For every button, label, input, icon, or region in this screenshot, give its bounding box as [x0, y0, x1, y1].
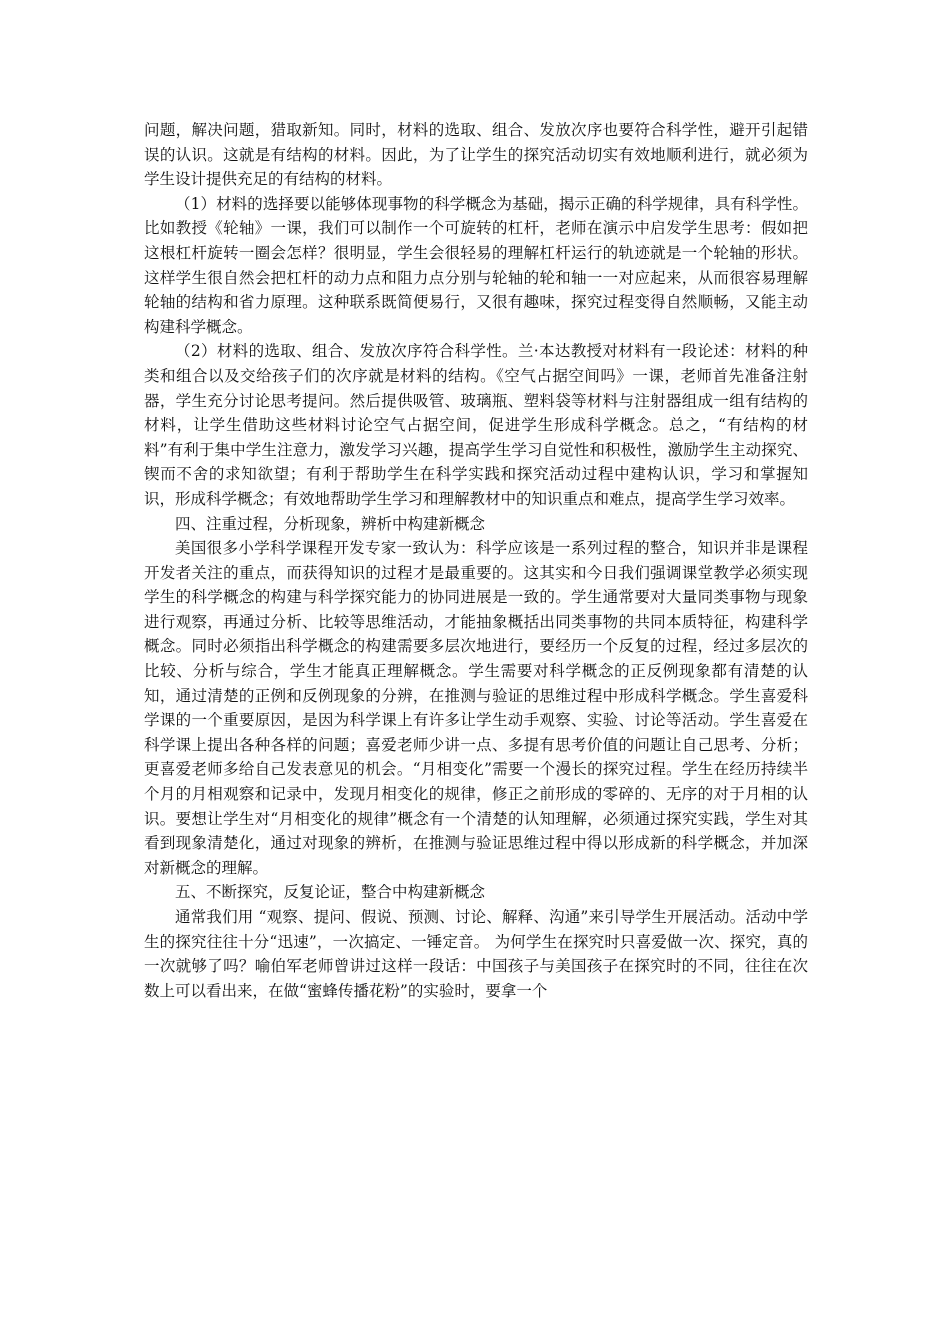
section-heading-4: 四、注重过程，分析现象，辨析中构建新概念 — [175, 514, 486, 533]
document-body — [144, 118, 808, 1003]
paragraph-section-4: 美国很多小学科学课程开发专家一致认为：科学应该是一系列过程的整合，知识并非是课程开发者关注的重点，而获得知识的过程才是最重要的。这其实和今日我们强调课堂教学必须实现学生的科学概念的构建与科学探究能力的协同进展是一致的。学生通常要对大量同类事物与现象进行观察，再通过分析、比较等思维活动，才能抽象概括出同类事物的共同本质特征，构建科学概念。同时必须指出科学概念的构建需要多层次地进行，要经历一个反复的过程，经过多层次的比较、分析与综合，学生才能真正理解概念。学生需要对科学概念的正反例现象都有清楚的认知，通过清楚的正例和反例现象的分辨，在推测与验证的思维过程中形成科学概念。学生喜爱科学课的一个重要原因，是因为科学课上有许多让学生动手观察、实验、讨论等活动。学生喜爱在科学课上提出各种各样的问题；喜爱老师少讲一点、多提有思考价值的问题让自己思考、分析；更喜爱老师多给自己发表意见的机会。“月相变化”需要一个漫长的探究过程。学生在经历持续半个月的月相观察和记录中，发现月相变化的规律，修正之前形成的零碎的、无序的对于月相的认识。要想让学生对“月相变化的规律”概念有一个清楚的认知理解，必须通过探究实践，学生对其看到现象清楚化，通过对现象的辨析，在推测与验证思维过程中得以形成新的科学概念，并加深对新概念的理解。 — [144, 539, 808, 877]
paragraph-material-2: （2）材料的选取、组合、发放次序符合科学性。兰·本达教授对材料有一段论述：材料的种类和组合以及交给孩子们的次序就是材料的结构。《空气占据空间吗》一课，老师首先准备注射器，学生充分讨论思考提问。然后提供吸管、玻璃瓶、塑料袋等材料与注射器组成一组有结构的材料，让学生借助这些材料讨论空气占据空间，促进学生形成科学概念。总之，“有结构的材料”有利于集中学生注意力，激发学习兴趣，提高学生学习自觉性和积极性，激励学生主动探究、锲而不舍的求知欲望；有利于帮助学生在科学实践和探究活动过程中建构认识，学习和掌握知识，形成科学概念；有效地帮助学生学习和理解教材中的知识重点和难点，提高学生学习效率。 — [144, 342, 808, 508]
section-heading-5: 五、不断探究，反复论证，整合中构建新概念 — [175, 883, 486, 902]
paragraph-intro: 问题，解决问题，猎取新知。同时，材料的选取、组合、发放次序也要符合科学性，避开引起错误的认识。这就是有结构的材料。因此，为了让学生的探究活动切实有效地顺利进行，就必须为学生设计提供充足的有结构的材料。 — [144, 121, 808, 189]
paragraph-section-5: 通常我们用 “观察、提问、假说、预测、讨论、解释、沟通”来引导学生开展活动。活动中学生的探究往往十分“迅速”，一次搞定、一锤定音。 为何学生在探究时只喜爱做一次、探究，真的一次就够了吗？喻伯军老师曾讲过这样一段话：中国孩子与美国孩子在探究时的不同，往往在次数上可以看出来，在做“蜜蜂传播花粉”的实验时，要拿一个 — [144, 908, 808, 1000]
paragraph-material-1: （1）材料的选择要以能够体现事物的科学概念为基础，揭示正确的科学规律，具有科学性。比如教授《轮轴》一课，我们可以制作一个可旋转的杠杆，老师在演示中启发学生思考：假如把这根杠杆旋转一圈会怎样？很明显，学生会很轻易的理解杠杆运行的轨迹就是一个轮轴的形状。这样学生很自然会把杠杆的动力点和阻力点分别与轮轴的轮和轴一一对应起来，从而很容易理解轮轴的结构和省力原理。这种联系既简便易行，又很有趣味，探究过程变得自然顺畅，又能主动构建科学概念。 — [144, 194, 808, 336]
